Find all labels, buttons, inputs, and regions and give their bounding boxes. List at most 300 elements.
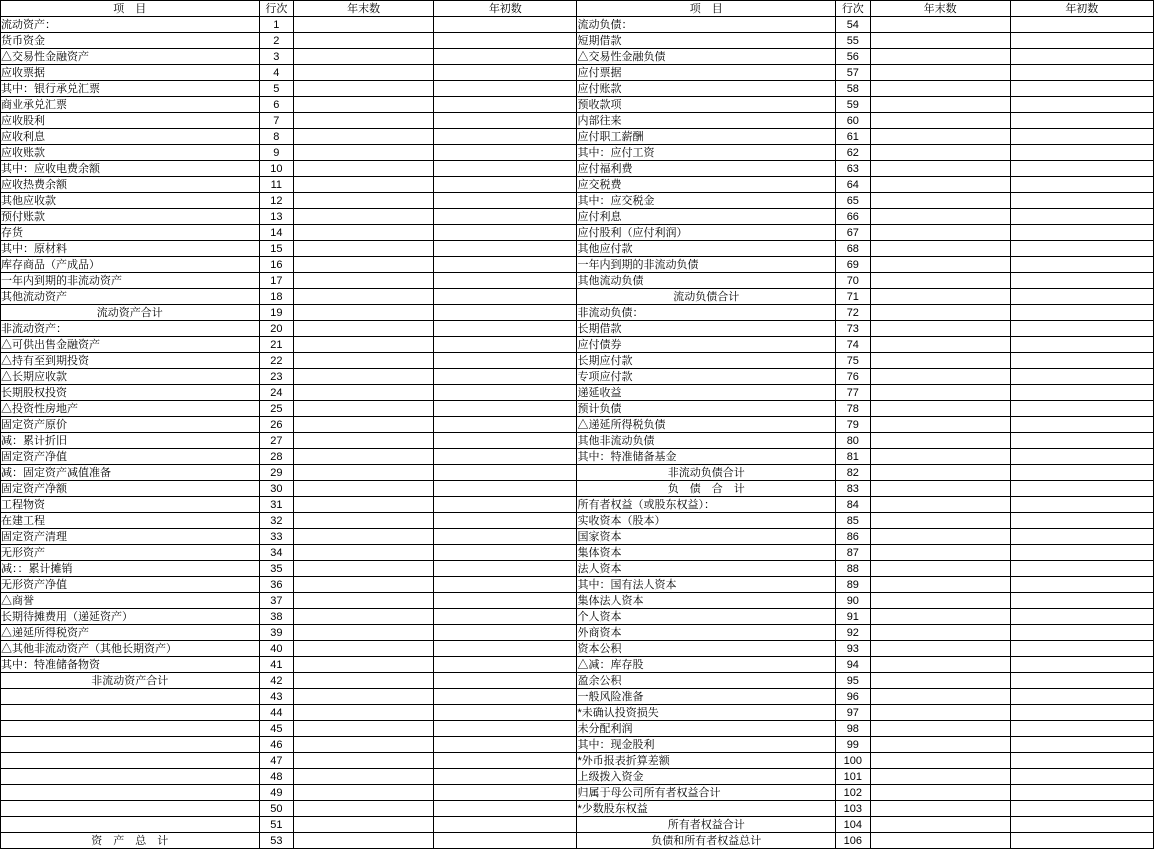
table-row	[1, 625, 1154, 641]
row-line-number: 14	[259, 225, 293, 241]
row-end-balance-cell[interactable]	[870, 145, 1010, 161]
row-end-balance-cell[interactable]	[870, 497, 1010, 513]
row-end-balance-cell[interactable]	[294, 817, 434, 833]
table-row	[1, 593, 1154, 609]
row-end-balance-cell[interactable]	[294, 145, 434, 161]
row-line-number: 96	[836, 689, 870, 705]
row-end-balance-cell[interactable]	[294, 337, 434, 353]
row-begin-balance-cell[interactable]	[1010, 257, 1153, 273]
row-end-balance-cell[interactable]	[294, 561, 434, 577]
row-line-number: 101	[836, 769, 870, 785]
row-end-balance-cell[interactable]	[870, 305, 1010, 321]
row-begin-balance-cell[interactable]	[434, 193, 577, 209]
row-begin-balance-cell[interactable]	[434, 257, 577, 273]
row-begin-balance-cell[interactable]	[434, 593, 577, 609]
row-begin-balance-cell[interactable]	[1010, 545, 1153, 561]
header-line-no-left: 行次	[259, 1, 293, 17]
row-label: *少数股东权益	[577, 801, 836, 817]
row-begin-balance-cell[interactable]	[1010, 113, 1153, 129]
row-begin-balance-cell[interactable]	[1010, 481, 1153, 497]
row-end-balance-cell[interactable]	[870, 241, 1010, 257]
row-end-balance-cell[interactable]	[870, 785, 1010, 801]
row-end-balance-cell[interactable]	[870, 609, 1010, 625]
row-line-number: 80	[836, 433, 870, 449]
row-end-balance-cell[interactable]	[294, 609, 434, 625]
row-begin-balance-cell[interactable]	[1010, 145, 1153, 161]
row-end-balance-cell[interactable]	[294, 129, 434, 145]
row-end-balance-cell[interactable]	[294, 673, 434, 689]
row-label: 短期借款	[577, 33, 836, 49]
row-end-balance-cell[interactable]	[870, 545, 1010, 561]
row-end-balance-cell[interactable]	[294, 161, 434, 177]
table-row	[1, 641, 1154, 657]
row-label: 流动资产：	[1, 17, 260, 33]
row-begin-balance-cell[interactable]	[434, 673, 577, 689]
row-label-empty	[1, 705, 260, 721]
row-end-balance-cell[interactable]	[294, 513, 434, 529]
table-row	[1, 353, 1154, 369]
table-row	[1, 497, 1154, 513]
row-begin-balance-cell[interactable]	[1010, 817, 1153, 833]
row-line-number: 56	[836, 49, 870, 65]
row-begin-balance-cell[interactable]	[434, 785, 577, 801]
row-begin-balance-cell[interactable]	[434, 833, 577, 849]
row-end-balance-cell[interactable]	[870, 177, 1010, 193]
row-begin-balance-cell[interactable]	[1010, 753, 1153, 769]
row-line-number: 40	[259, 641, 293, 657]
row-end-balance-cell[interactable]	[870, 817, 1010, 833]
row-begin-balance-cell[interactable]	[434, 641, 577, 657]
row-begin-balance-cell[interactable]	[1010, 305, 1153, 321]
row-label: 预计负债	[577, 401, 836, 417]
row-label: 其中：国有法人资本	[577, 577, 836, 593]
row-end-balance-cell[interactable]	[870, 433, 1010, 449]
row-end-balance-cell[interactable]	[294, 753, 434, 769]
row-line-number: 50	[259, 801, 293, 817]
row-label: △交易性金融资产	[1, 49, 260, 65]
row-end-balance-cell[interactable]	[870, 481, 1010, 497]
row-end-balance-cell[interactable]	[294, 257, 434, 273]
row-begin-balance-cell[interactable]	[434, 113, 577, 129]
row-begin-balance-cell[interactable]	[1010, 401, 1153, 417]
row-begin-balance-cell[interactable]	[1010, 737, 1153, 753]
row-end-balance-cell[interactable]	[294, 177, 434, 193]
row-label-empty	[1, 817, 260, 833]
row-end-balance-cell[interactable]	[870, 17, 1010, 33]
row-end-balance-cell[interactable]	[294, 369, 434, 385]
row-end-balance-cell[interactable]	[870, 737, 1010, 753]
row-begin-balance-cell[interactable]	[434, 817, 577, 833]
row-end-balance-cell[interactable]	[870, 289, 1010, 305]
row-line-number: 9	[259, 145, 293, 161]
row-end-balance-cell[interactable]	[294, 449, 434, 465]
row-end-balance-cell[interactable]	[870, 449, 1010, 465]
row-label: 其他应付款	[577, 241, 836, 257]
row-line-number: 67	[836, 225, 870, 241]
row-begin-balance-cell[interactable]	[1010, 321, 1153, 337]
row-end-balance-cell[interactable]	[870, 641, 1010, 657]
row-label: 应付债券	[577, 337, 836, 353]
row-end-balance-cell[interactable]	[870, 465, 1010, 481]
row-begin-balance-cell[interactable]	[1010, 625, 1153, 641]
row-begin-balance-cell[interactable]	[434, 721, 577, 737]
row-begin-balance-cell[interactable]	[434, 225, 577, 241]
row-begin-balance-cell[interactable]	[434, 161, 577, 177]
row-end-balance-cell[interactable]	[294, 65, 434, 81]
row-label: 其中：银行承兑汇票	[1, 81, 260, 97]
row-label: △减：库存股	[577, 657, 836, 673]
row-begin-balance-cell[interactable]	[1010, 673, 1153, 689]
row-begin-balance-cell[interactable]	[434, 385, 577, 401]
row-end-balance-cell[interactable]	[870, 657, 1010, 673]
row-begin-balance-cell[interactable]	[434, 545, 577, 561]
row-begin-balance-cell[interactable]	[434, 561, 577, 577]
row-end-balance-cell[interactable]	[870, 113, 1010, 129]
row-begin-balance-cell[interactable]	[1010, 241, 1153, 257]
row-label: 应收票据	[1, 65, 260, 81]
row-end-balance-cell[interactable]	[870, 225, 1010, 241]
row-begin-balance-cell[interactable]	[434, 801, 577, 817]
row-begin-balance-cell[interactable]	[1010, 417, 1153, 433]
row-begin-balance-cell[interactable]	[434, 513, 577, 529]
row-begin-balance-cell[interactable]	[1010, 769, 1153, 785]
row-begin-balance-cell[interactable]	[1010, 497, 1153, 513]
row-end-balance-cell[interactable]	[294, 17, 434, 33]
row-begin-balance-cell[interactable]	[434, 33, 577, 49]
row-end-balance-cell[interactable]	[870, 689, 1010, 705]
table-row	[1, 193, 1154, 209]
row-label: 应付利息	[577, 209, 836, 225]
row-end-balance-cell[interactable]	[294, 705, 434, 721]
header-item-left: 项 目	[1, 1, 260, 17]
row-begin-balance-cell[interactable]	[434, 577, 577, 593]
row-begin-balance-cell[interactable]	[1010, 177, 1153, 193]
row-end-balance-cell[interactable]	[870, 801, 1010, 817]
row-begin-balance-cell[interactable]	[1010, 721, 1153, 737]
row-end-balance-cell[interactable]	[870, 673, 1010, 689]
table-row	[1, 49, 1154, 65]
row-end-balance-cell[interactable]	[870, 97, 1010, 113]
row-begin-balance-cell[interactable]	[434, 449, 577, 465]
row-end-balance-cell[interactable]	[870, 833, 1010, 849]
row-begin-balance-cell[interactable]	[1010, 689, 1153, 705]
row-begin-balance-cell[interactable]	[434, 417, 577, 433]
row-end-balance-cell[interactable]	[294, 625, 434, 641]
row-line-number: 97	[836, 705, 870, 721]
row-label: 其中：特准储备物资	[1, 657, 260, 673]
row-end-balance-cell[interactable]	[870, 353, 1010, 369]
row-line-number: 66	[836, 209, 870, 225]
row-begin-balance-cell[interactable]	[1010, 65, 1153, 81]
row-begin-balance-cell[interactable]	[1010, 833, 1153, 849]
row-begin-balance-cell[interactable]	[434, 353, 577, 369]
row-begin-balance-cell[interactable]	[1010, 353, 1153, 369]
row-end-balance-cell[interactable]	[870, 81, 1010, 97]
row-begin-balance-cell[interactable]	[434, 705, 577, 721]
row-label: 资 产 总 计	[1, 833, 260, 849]
row-end-balance-cell[interactable]	[870, 273, 1010, 289]
row-begin-balance-cell[interactable]	[434, 65, 577, 81]
row-end-balance-cell[interactable]	[870, 513, 1010, 529]
row-label: 应付账款	[577, 81, 836, 97]
row-end-balance-cell[interactable]	[294, 833, 434, 849]
row-begin-balance-cell[interactable]	[434, 529, 577, 545]
row-end-balance-cell[interactable]	[294, 193, 434, 209]
row-end-balance-cell[interactable]	[294, 417, 434, 433]
row-begin-balance-cell[interactable]	[1010, 513, 1153, 529]
table-row	[1, 433, 1154, 449]
row-end-balance-cell[interactable]	[870, 625, 1010, 641]
row-end-balance-cell[interactable]	[294, 721, 434, 737]
row-begin-balance-cell[interactable]	[1010, 81, 1153, 97]
row-label: *外币报表折算差额	[577, 753, 836, 769]
row-begin-balance-cell[interactable]	[1010, 385, 1153, 401]
row-line-number: 61	[836, 129, 870, 145]
row-begin-balance-cell[interactable]	[434, 753, 577, 769]
row-label-empty	[1, 769, 260, 785]
row-begin-balance-cell[interactable]	[1010, 577, 1153, 593]
row-begin-balance-cell[interactable]	[1010, 561, 1153, 577]
row-begin-balance-cell[interactable]	[434, 129, 577, 145]
row-begin-balance-cell[interactable]	[434, 465, 577, 481]
row-label: 无形资产	[1, 545, 260, 561]
row-end-balance-cell[interactable]	[870, 753, 1010, 769]
row-begin-balance-cell[interactable]	[434, 305, 577, 321]
row-label: 长期应付款	[577, 353, 836, 369]
row-end-balance-cell[interactable]	[294, 593, 434, 609]
row-end-balance-cell[interactable]	[870, 561, 1010, 577]
row-end-balance-cell[interactable]	[294, 81, 434, 97]
row-begin-balance-cell[interactable]	[1010, 433, 1153, 449]
row-begin-balance-cell[interactable]	[434, 481, 577, 497]
row-line-number: 19	[259, 305, 293, 321]
row-end-balance-cell[interactable]	[870, 529, 1010, 545]
row-begin-balance-cell[interactable]	[434, 609, 577, 625]
row-line-number: 74	[836, 337, 870, 353]
row-begin-balance-cell[interactable]	[434, 17, 577, 33]
row-begin-balance-cell[interactable]	[1010, 529, 1153, 545]
row-label: 其中：应收电费余额	[1, 161, 260, 177]
row-begin-balance-cell[interactable]	[1010, 33, 1153, 49]
table-row	[1, 465, 1154, 481]
row-begin-balance-cell[interactable]	[1010, 225, 1153, 241]
row-begin-balance-cell[interactable]	[434, 433, 577, 449]
row-begin-balance-cell[interactable]	[1010, 337, 1153, 353]
row-end-balance-cell[interactable]	[870, 321, 1010, 337]
row-end-balance-cell[interactable]	[294, 113, 434, 129]
row-begin-balance-cell[interactable]	[1010, 289, 1153, 305]
row-begin-balance-cell[interactable]	[434, 321, 577, 337]
row-begin-balance-cell[interactable]	[1010, 641, 1153, 657]
row-end-balance-cell[interactable]	[294, 305, 434, 321]
row-begin-balance-cell[interactable]	[1010, 209, 1153, 225]
table-row	[1, 673, 1154, 689]
row-line-number: 92	[836, 625, 870, 641]
row-begin-balance-cell[interactable]	[1010, 273, 1153, 289]
row-begin-balance-cell[interactable]	[1010, 97, 1153, 113]
row-begin-balance-cell[interactable]	[1010, 657, 1153, 673]
row-end-balance-cell[interactable]	[294, 657, 434, 673]
row-line-number: 47	[259, 753, 293, 769]
row-label: 非流动资产合计	[1, 673, 260, 689]
row-end-balance-cell[interactable]	[870, 385, 1010, 401]
row-end-balance-cell[interactable]	[294, 209, 434, 225]
row-begin-balance-cell[interactable]	[434, 97, 577, 113]
table-row	[1, 753, 1154, 769]
row-end-balance-cell[interactable]	[294, 49, 434, 65]
row-begin-balance-cell[interactable]	[434, 273, 577, 289]
row-end-balance-cell[interactable]	[294, 273, 434, 289]
row-begin-balance-cell[interactable]	[1010, 801, 1153, 817]
row-label: 其中：特准储备基金	[577, 449, 836, 465]
row-line-number: 25	[259, 401, 293, 417]
row-line-number: 4	[259, 65, 293, 81]
row-label: 减：固定资产减值准备	[1, 465, 260, 481]
row-line-number: 78	[836, 401, 870, 417]
row-end-balance-cell[interactable]	[294, 465, 434, 481]
row-end-balance-cell[interactable]	[870, 193, 1010, 209]
row-line-number: 6	[259, 97, 293, 113]
table-row	[1, 241, 1154, 257]
row-label: 流动负债：	[577, 17, 836, 33]
row-begin-balance-cell[interactable]	[434, 337, 577, 353]
row-begin-balance-cell[interactable]	[434, 177, 577, 193]
row-end-balance-cell[interactable]	[294, 545, 434, 561]
row-begin-balance-cell[interactable]	[1010, 369, 1153, 385]
row-begin-balance-cell[interactable]	[434, 289, 577, 305]
row-begin-balance-cell[interactable]	[434, 769, 577, 785]
row-line-number: 62	[836, 145, 870, 161]
row-end-balance-cell[interactable]	[294, 689, 434, 705]
row-end-balance-cell[interactable]	[870, 705, 1010, 721]
row-line-number: 60	[836, 113, 870, 129]
row-end-balance-cell[interactable]	[870, 129, 1010, 145]
row-end-balance-cell[interactable]	[870, 401, 1010, 417]
row-begin-balance-cell[interactable]	[434, 737, 577, 753]
table-row	[1, 609, 1154, 625]
row-begin-balance-cell[interactable]	[434, 49, 577, 65]
row-line-number: 64	[836, 177, 870, 193]
table-row	[1, 97, 1154, 113]
row-label: 库存商品（产成品）	[1, 257, 260, 273]
row-end-balance-cell[interactable]	[294, 497, 434, 513]
row-begin-balance-cell[interactable]	[1010, 705, 1153, 721]
row-begin-balance-cell[interactable]	[434, 209, 577, 225]
row-begin-balance-cell[interactable]	[1010, 465, 1153, 481]
row-end-balance-cell[interactable]	[870, 257, 1010, 273]
row-end-balance-cell[interactable]	[870, 337, 1010, 353]
row-end-balance-cell[interactable]	[870, 161, 1010, 177]
row-line-number: 72	[836, 305, 870, 321]
row-begin-balance-cell[interactable]	[434, 401, 577, 417]
row-end-balance-cell[interactable]	[870, 417, 1010, 433]
table-row	[1, 33, 1154, 49]
table-row	[1, 529, 1154, 545]
row-begin-balance-cell[interactable]	[1010, 449, 1153, 465]
row-end-balance-cell[interactable]	[294, 481, 434, 497]
row-line-number: 55	[836, 33, 870, 49]
row-line-number: 28	[259, 449, 293, 465]
row-end-balance-cell[interactable]	[294, 529, 434, 545]
row-end-balance-cell[interactable]	[870, 209, 1010, 225]
row-begin-balance-cell[interactable]	[434, 81, 577, 97]
row-line-number: 87	[836, 545, 870, 561]
table-row	[1, 833, 1154, 849]
row-line-number: 77	[836, 385, 870, 401]
row-end-balance-cell[interactable]	[294, 737, 434, 753]
row-line-number: 29	[259, 465, 293, 481]
row-end-balance-cell[interactable]	[870, 33, 1010, 49]
row-line-number: 24	[259, 385, 293, 401]
row-end-balance-cell[interactable]	[870, 769, 1010, 785]
row-label: 预收款项	[577, 97, 836, 113]
row-begin-balance-cell[interactable]	[1010, 161, 1153, 177]
row-begin-balance-cell[interactable]	[1010, 17, 1153, 33]
row-label: 减：累计折旧	[1, 433, 260, 449]
row-end-balance-cell[interactable]	[294, 577, 434, 593]
row-end-balance-cell[interactable]	[294, 785, 434, 801]
row-end-balance-cell[interactable]	[294, 97, 434, 113]
row-end-balance-cell[interactable]	[294, 401, 434, 417]
row-begin-balance-cell[interactable]	[1010, 593, 1153, 609]
row-begin-balance-cell[interactable]	[434, 369, 577, 385]
row-label: 其他流动资产	[1, 289, 260, 305]
row-begin-balance-cell[interactable]	[434, 625, 577, 641]
row-end-balance-cell[interactable]	[294, 433, 434, 449]
row-label: 实收资本（股本）	[577, 513, 836, 529]
table-row	[1, 81, 1154, 97]
row-begin-balance-cell[interactable]	[1010, 193, 1153, 209]
row-end-balance-cell[interactable]	[294, 225, 434, 241]
row-label-empty	[1, 785, 260, 801]
table-row	[1, 369, 1154, 385]
row-end-balance-cell[interactable]	[870, 49, 1010, 65]
row-end-balance-cell[interactable]	[294, 241, 434, 257]
row-begin-balance-cell[interactable]	[434, 145, 577, 161]
row-end-balance-cell[interactable]	[870, 577, 1010, 593]
row-label-empty	[1, 753, 260, 769]
row-begin-balance-cell[interactable]	[434, 241, 577, 257]
row-line-number: 63	[836, 161, 870, 177]
row-end-balance-cell[interactable]	[294, 769, 434, 785]
row-begin-balance-cell[interactable]	[434, 689, 577, 705]
row-end-balance-cell[interactable]	[294, 641, 434, 657]
row-begin-balance-cell[interactable]	[1010, 129, 1153, 145]
row-begin-balance-cell[interactable]	[1010, 785, 1153, 801]
row-end-balance-cell[interactable]	[294, 801, 434, 817]
row-end-balance-cell[interactable]	[294, 289, 434, 305]
row-begin-balance-cell[interactable]	[1010, 609, 1153, 625]
row-end-balance-cell[interactable]	[294, 385, 434, 401]
row-end-balance-cell[interactable]	[294, 353, 434, 369]
row-line-number: 93	[836, 641, 870, 657]
row-label: 法人资本	[577, 561, 836, 577]
row-end-balance-cell[interactable]	[870, 721, 1010, 737]
row-end-balance-cell[interactable]	[870, 593, 1010, 609]
row-begin-balance-cell[interactable]	[1010, 49, 1153, 65]
row-begin-balance-cell[interactable]	[434, 497, 577, 513]
row-end-balance-cell[interactable]	[294, 321, 434, 337]
row-line-number: 45	[259, 721, 293, 737]
table-row	[1, 417, 1154, 433]
row-begin-balance-cell[interactable]	[434, 657, 577, 673]
row-end-balance-cell[interactable]	[294, 33, 434, 49]
row-line-number: 89	[836, 577, 870, 593]
row-line-number: 58	[836, 81, 870, 97]
row-label: 其他应收款	[1, 193, 260, 209]
row-end-balance-cell[interactable]	[870, 369, 1010, 385]
row-end-balance-cell[interactable]	[870, 65, 1010, 81]
